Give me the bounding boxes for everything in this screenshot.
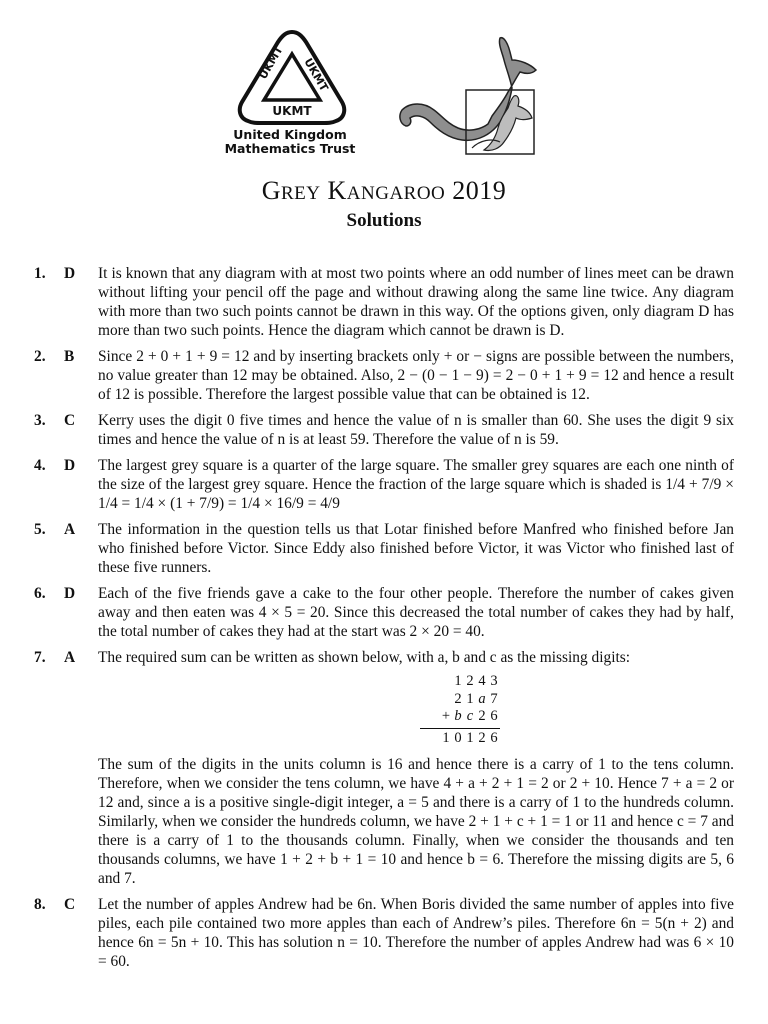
sum-row-2 bbox=[420, 691, 500, 709]
solution-number: 2. bbox=[34, 348, 46, 365]
solution-number: 3. bbox=[34, 412, 46, 429]
solution-item-2 bbox=[34, 347, 734, 404]
sum-digit: 1 bbox=[442, 729, 450, 746]
logo-text-left: UKMT bbox=[256, 43, 286, 82]
page-subtitle: Solutions bbox=[346, 210, 422, 231]
sum-digit: c bbox=[466, 708, 474, 724]
page-header bbox=[0, 0, 768, 240]
sum-row-3 bbox=[420, 708, 500, 726]
solution-item-7 bbox=[34, 648, 734, 888]
solution-text: The largest grey square is a quarter of the large square. The smaller grey squares are each one ninth of the size of the largest grey square. Hence the fraction of the large square which is shaded is 1/4 + 7/9 × 1/4 = 1/4 × (1 + 7/9) = 1/4 × 16/9 = 4/9 bbox=[98, 457, 734, 512]
solution-number: 1. bbox=[34, 265, 46, 282]
solution-answer: D bbox=[64, 585, 76, 602]
sum-digit: 6 bbox=[490, 729, 498, 746]
sum-digit: 3 bbox=[490, 673, 498, 689]
sum-divider bbox=[420, 728, 500, 729]
sum-digit: 0 bbox=[454, 729, 462, 746]
title-rest-1: REY bbox=[281, 183, 321, 204]
solution-number: 5. bbox=[34, 521, 46, 538]
sum-digit: 2 bbox=[478, 708, 486, 724]
logo-text-right: UKMT bbox=[301, 56, 331, 94]
solutions-list bbox=[34, 264, 734, 978]
solution-text bbox=[98, 648, 734, 888]
solution-item-1 bbox=[34, 264, 734, 340]
solution-item-3 bbox=[34, 411, 734, 449]
title-initial-2: K bbox=[327, 176, 347, 205]
solution-number: 4. bbox=[34, 457, 46, 474]
solution-answer: D bbox=[64, 457, 76, 474]
solution-item-8 bbox=[34, 895, 734, 971]
sum-plus-sign: + bbox=[441, 708, 451, 724]
solution-item-4 bbox=[34, 456, 734, 513]
sum-digit: 2 bbox=[466, 673, 474, 689]
solution-answer: C bbox=[64, 896, 76, 913]
sum-digit: 4 bbox=[478, 673, 486, 689]
sum-digit: b bbox=[454, 708, 462, 724]
column-addition bbox=[420, 673, 500, 747]
solution-text: Each of the five friends gave a cake to the four other people. Therefore the number of cakes given away and then eaten was 4 × 5 = 20. Since this decreased the total number of cakes they had by half, the total number of cakes they had at the start was 2 × 20 = 40. bbox=[98, 585, 734, 640]
solution-text: Kerry uses the digit 0 five times and hence the value of n is smaller than 60. She uses the digit 9 six times and hence the value of n is at least 59. Therefore the value of n is 59. bbox=[98, 412, 734, 448]
solution-answer: A bbox=[64, 521, 76, 538]
solution-answer: A bbox=[64, 649, 76, 666]
org-line-2: Mathematics Trust bbox=[224, 141, 356, 156]
solution-answer: B bbox=[64, 348, 75, 365]
title-year: 2019 bbox=[452, 176, 507, 205]
sum-digit: 7 bbox=[490, 690, 498, 707]
sum-result bbox=[420, 730, 500, 748]
sum-row-1 bbox=[420, 673, 500, 691]
solution-text: It is known that any diagram with at most two points where an odd number of lines meet can be drawn without lifting your pencil off the page and without drawing along the same line twice. Any diagram with more than two such points cannot be drawn in this way. Of the options given, only diagram D has more than two such points. Hence the diagram which cannot be drawn is D. bbox=[98, 265, 734, 339]
kangaroo-logo-icon bbox=[396, 30, 538, 160]
solution-number: 8. bbox=[34, 896, 46, 913]
solution-text: Since 2 + 0 + 1 + 9 = 12 and by inserting brackets only + or − signs are possible between the numbers, no value greater than 12 may be obtained. Also, 2 − (0 − 1 − 9) = 2 − 0 + 1 + 9 = 12 and hence a result of 12 is possible. Therefore the largest possible value that can be obtained is 12. bbox=[98, 348, 734, 403]
sum-digit: 1 bbox=[466, 690, 474, 707]
solution-number: 7. bbox=[34, 649, 46, 666]
solution-7-continued: The sum of the digits in the units column is 16 and hence there is a carry of 1 to the tens column. Therefore, when we consider the tens column, we have 4 + a + 2 + 1 = 2 or 2 + 10. Hence 7 + a = 2 or 12 and, since a is a positive single-digit integer, a = 5 and there is a carry of 1 to the hundreds column. Similarly, when we consider the hundreds column, we have 2 + 1 + c + 1 = 1 or 11 and hence c = 7 and there is a carry of 1 to the thousands column. Finally, when we consider the thousands and ten thousands columns, we have 1 + 2 + b + 1 = 10 and hence b = 6. Therefore the missing digits are 5, 6 and 7. bbox=[98, 756, 734, 887]
sum-digit: 2 bbox=[478, 729, 486, 746]
solution-text: Let the number of apples Andrew had be 6n. When Boris divided the same number of apples into five piles, each pile contained two more apples than each of Andrew’s piles. Therefore 6n = 5(n + 2) and hence 6n = 5n + 10. This has solution n = 10. Therefore the number of apples Andrew had was 6 × 10 = 60. bbox=[98, 896, 734, 970]
solution-item-5 bbox=[34, 520, 734, 577]
ukmt-logo bbox=[232, 28, 352, 128]
solution-item-6 bbox=[34, 584, 734, 641]
title-initial-1: G bbox=[261, 176, 281, 205]
page-title bbox=[0, 176, 768, 206]
solution-number: 6. bbox=[34, 585, 46, 602]
logo-text-bottom: UKMT bbox=[272, 104, 312, 118]
solution-answer: C bbox=[64, 412, 76, 429]
sum-digit: 6 bbox=[490, 708, 498, 724]
sum-digit: 1 bbox=[466, 729, 474, 746]
sum-digit: 1 bbox=[454, 673, 462, 689]
sum-digit: a bbox=[478, 690, 486, 707]
solution-7-intro: The required sum can be written as shown below, with a, b and c as the missing digits: bbox=[98, 649, 631, 666]
solution-answer: D bbox=[64, 265, 76, 282]
sum-digit: 2 bbox=[454, 690, 462, 707]
title-rest-2: ANGAROO bbox=[346, 183, 446, 204]
org-name bbox=[200, 128, 380, 156]
org-line-1: United Kingdom bbox=[233, 127, 347, 142]
solution-text: The information in the question tells us that Lotar finished before Manfred who finished before Jan who finished before Victor. Since Eddy also finished before Victor, it was Victor who finished last of these five runners. bbox=[98, 521, 734, 576]
